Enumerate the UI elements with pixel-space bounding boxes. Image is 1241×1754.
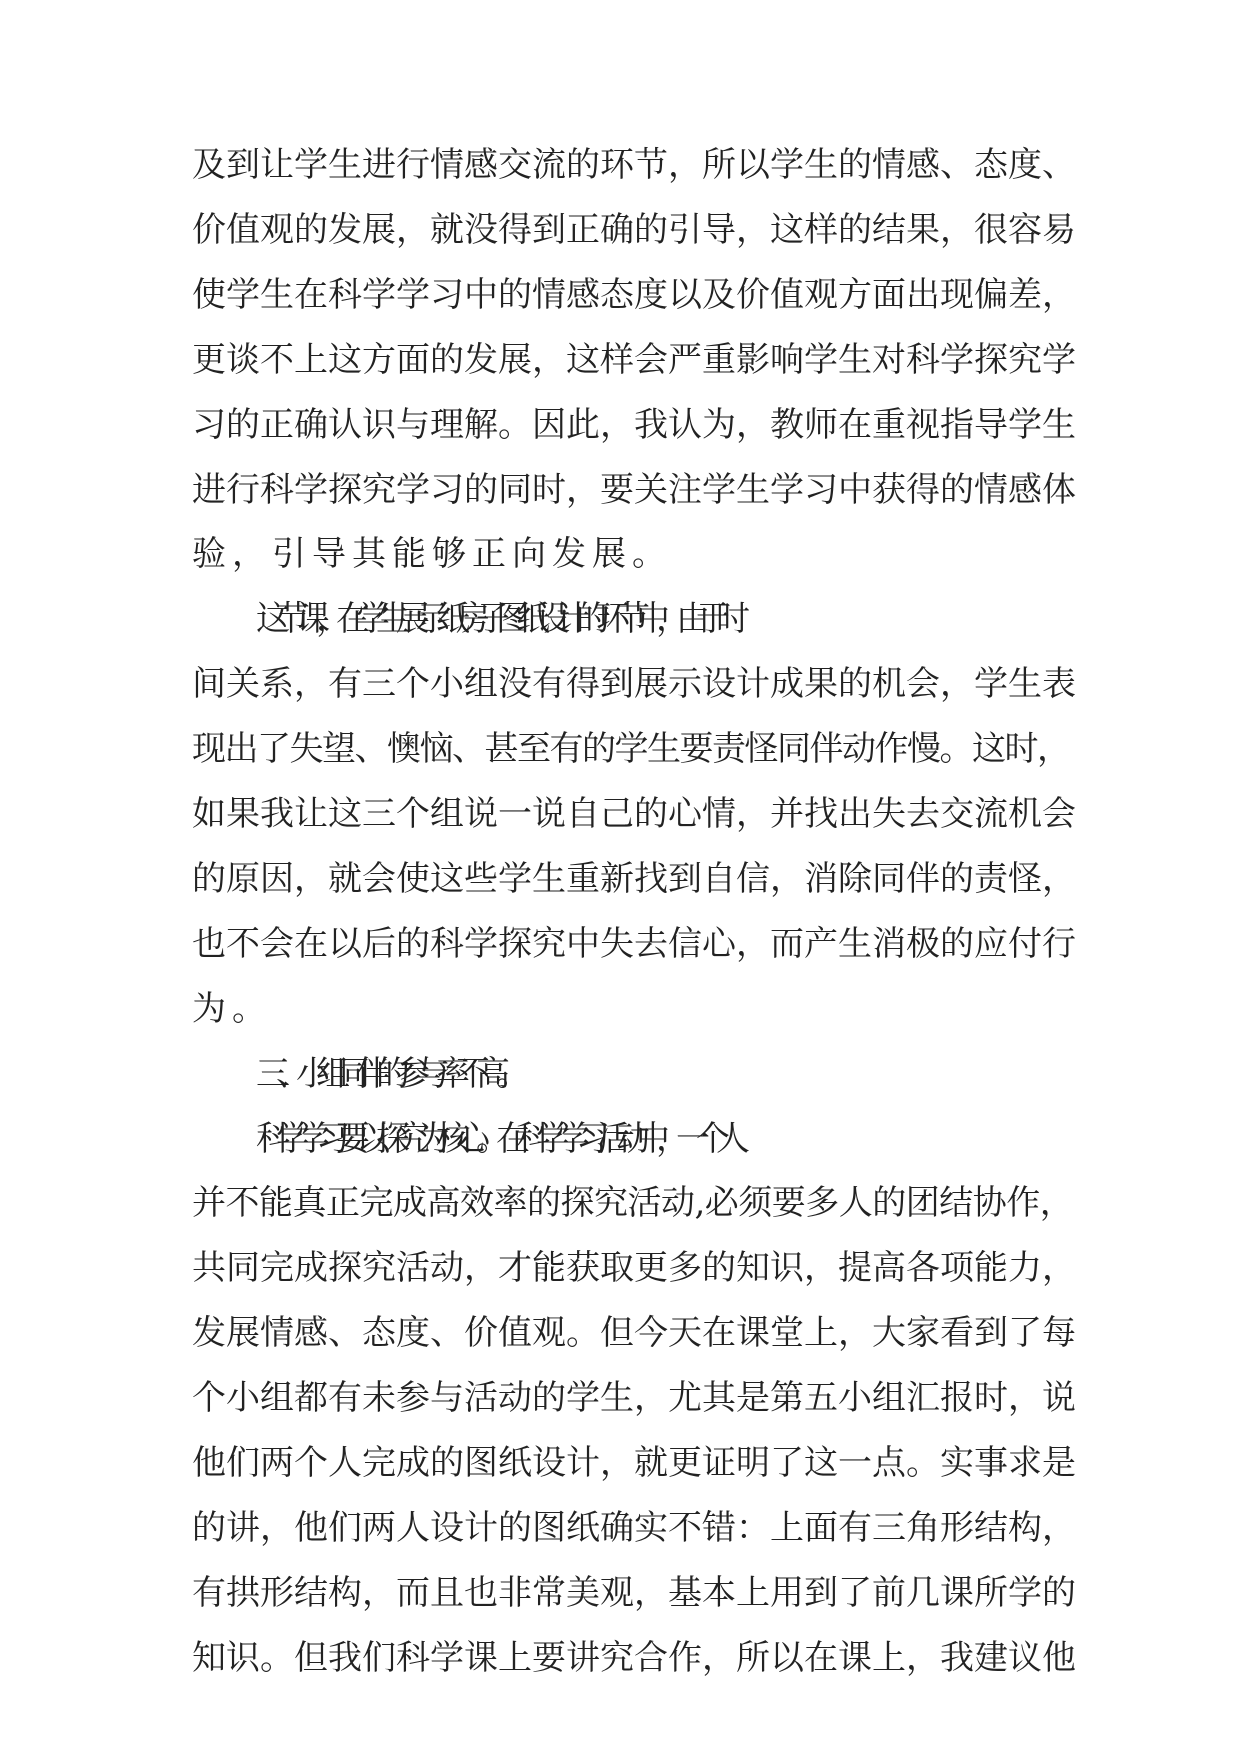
paragraph-first-line: 科学学习要以探究为核心。在科学学习活动中，一个人 xyxy=(256,1119,736,1159)
text-line: 进行科学探究学习的同时，要关注学生学习中获得的情感体 xyxy=(192,470,1076,510)
text-line: 他们两个人完成的图纸设计，就更证明了这一点。实事求是 xyxy=(192,1443,1076,1483)
text-line: 间关系，有三个小组没有得到展示设计成果的机会，学生表 xyxy=(192,664,1076,704)
text-line: 为。 xyxy=(192,989,272,1029)
text-line: 及到让学生进行情感交流的环节，所以学生的情感、态度、 xyxy=(192,145,1076,185)
text-line: 使学生在科学学习中的情感态度以及价值观方面出现偏差， xyxy=(192,275,1076,315)
text-line: 有拱形结构，而且也非常美观，基本上用到了前几课所学的 xyxy=(192,1573,1076,1613)
text-line: 价值观的发展，就没得到正确的引导，这样的结果，很容易 xyxy=(192,210,1076,250)
text-line: 如果我让这三个组说一说自己的心情，并找出失去交流机会 xyxy=(192,794,1076,834)
text-line: 验，引导其能够正向发展。 xyxy=(192,534,672,574)
paragraph-first-line: 三、小组同伴的参与率不高。 xyxy=(256,1054,516,1094)
text-line: 习的正确认识与理解。因此，我认为，教师在重视指导学生 xyxy=(192,405,1076,445)
text-line: 也不会在以后的科学探究中失去信心，而产生消极的应付行 xyxy=(192,924,1076,964)
text-line: 的讲，他们两人设计的图纸确实不错：上面有三角形结构， xyxy=(192,1508,1076,1548)
text-line: 并不能真正完成高效率的探究活动,必须要多人的团结协作， xyxy=(192,1183,1074,1223)
text-line: 个小组都有未参与活动的学生，尤其是第五小组汇报时，说 xyxy=(192,1378,1076,1418)
text-line: 的原因，就会使这些学生重新找到自信，消除同伴的责怪， xyxy=(192,859,1076,899)
text-line: 知识。但我们科学课上要讲究合作，所以在课上，我建议他 xyxy=(192,1638,1076,1678)
text-line: 共同完成探究活动，才能获取更多的知识，提高各项能力， xyxy=(192,1248,1076,1288)
text-line: 发展情感、态度、价值观。但今天在课堂上，大家看到了每 xyxy=(192,1313,1076,1353)
text-line: 更谈不上这方面的发展，这样会严重影响学生对科学探究学 xyxy=(192,340,1076,380)
text-line: 现出了失望、懊恼、甚至有的学生要责怪同伴动作慢。这时， xyxy=(192,729,1070,769)
paragraph-first-line: 这节课，在学生展示纸房子图纸设计的环节中，由于时 xyxy=(256,599,736,639)
